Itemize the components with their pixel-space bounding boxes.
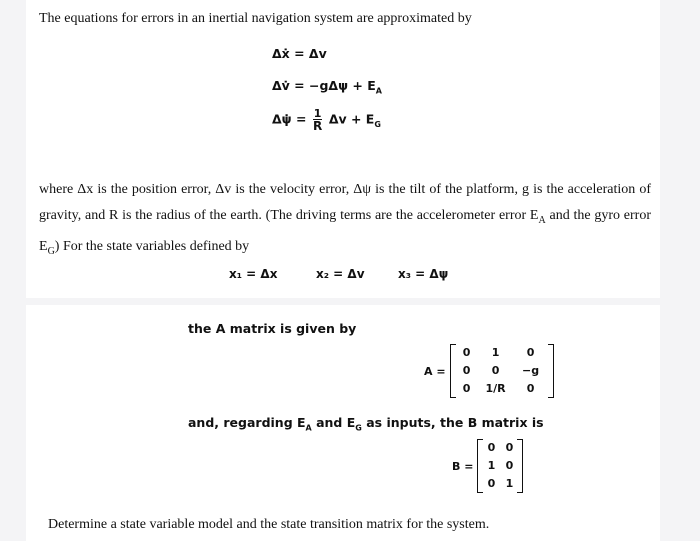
definitions-sub-g: G xyxy=(47,245,55,257)
b-matrix-cell: 0 xyxy=(487,477,496,490)
b-intro-sub-a: A xyxy=(305,423,312,433)
a-matrix-cell: 0 xyxy=(526,382,535,395)
b-matrix-block xyxy=(452,439,523,493)
equation-tilt xyxy=(272,108,381,132)
definitions-part-2: and the gyro error E xyxy=(39,208,651,254)
intro-text: The equations for errors in an inertial navigation system are approximated by xyxy=(39,11,472,26)
fraction-numerator: 1 xyxy=(313,107,322,120)
a-matrix-cell: 0 xyxy=(462,382,471,395)
state-variable-1: x₁ = Δx xyxy=(229,267,278,281)
a-matrix-cell: 0 xyxy=(462,346,471,359)
b-matrix-cell: 0 xyxy=(505,459,514,472)
equation-velocity xyxy=(272,78,382,96)
a-matrix-cell: 0 xyxy=(491,364,500,377)
b-intro-part-1: and, regarding E xyxy=(188,415,306,430)
equation-tilt-fraction xyxy=(313,108,323,132)
solution-panel xyxy=(26,305,660,541)
a-matrix-cell: 0 xyxy=(526,346,535,359)
definitions-sub-a: A xyxy=(538,214,546,226)
definitions-part-3: ) For the state variables defined by xyxy=(54,238,250,254)
state-variable-3: x₃ = Δψ xyxy=(398,267,449,281)
a-matrix-cell: 1 xyxy=(491,346,500,359)
a-matrix-cell: 1/R xyxy=(485,382,506,395)
equation-tilt-sub: G xyxy=(374,120,381,129)
b-intro-sub-g: G xyxy=(355,423,362,433)
a-matrix-cell: −g xyxy=(522,364,540,377)
b-matrix-cell: 1 xyxy=(505,477,514,490)
definitions-paragraph xyxy=(39,177,651,265)
state-variable-2: x₂ = Δv xyxy=(316,267,365,281)
b-matrix-label: B = xyxy=(452,459,474,473)
problem-panel xyxy=(26,0,660,298)
fraction-denominator: R xyxy=(313,119,323,133)
equation-velocity-main: Δv̇ = −gΔψ + E xyxy=(272,78,376,93)
a-matrix xyxy=(450,344,554,398)
b-matrix-cell: 0 xyxy=(505,441,514,454)
equation-tilt-rhs: Δv + E xyxy=(328,111,375,127)
b-matrix-intro xyxy=(188,415,544,433)
definitions-part-1: where Δx is the position error, Δv is the velocity error, Δψ is the tilt of the platform, g is the acceleration of gravity, and R is the radius of the earth. (The driving terms are the accelerometer error E xyxy=(39,182,651,223)
a-matrix-block xyxy=(424,344,554,398)
equation-tilt-lhs: Δψ̇ = xyxy=(272,111,307,127)
a-matrix-label: A = xyxy=(424,364,446,378)
b-matrix xyxy=(477,439,523,493)
b-matrix-cell: 1 xyxy=(487,459,496,472)
a-matrix-cell: 0 xyxy=(462,364,471,377)
b-intro-part-2: and E xyxy=(311,415,356,430)
a-matrix-intro: the A matrix is given by xyxy=(188,321,357,336)
equation-position: Δẋ = Δv xyxy=(272,46,327,61)
b-matrix-cell: 0 xyxy=(487,441,496,454)
equation-velocity-sub: A xyxy=(375,86,382,96)
b-intro-part-3: as inputs, the B matrix is xyxy=(361,415,544,430)
question-text: Determine a state variable model and the state transition matrix for the system. xyxy=(48,517,490,532)
